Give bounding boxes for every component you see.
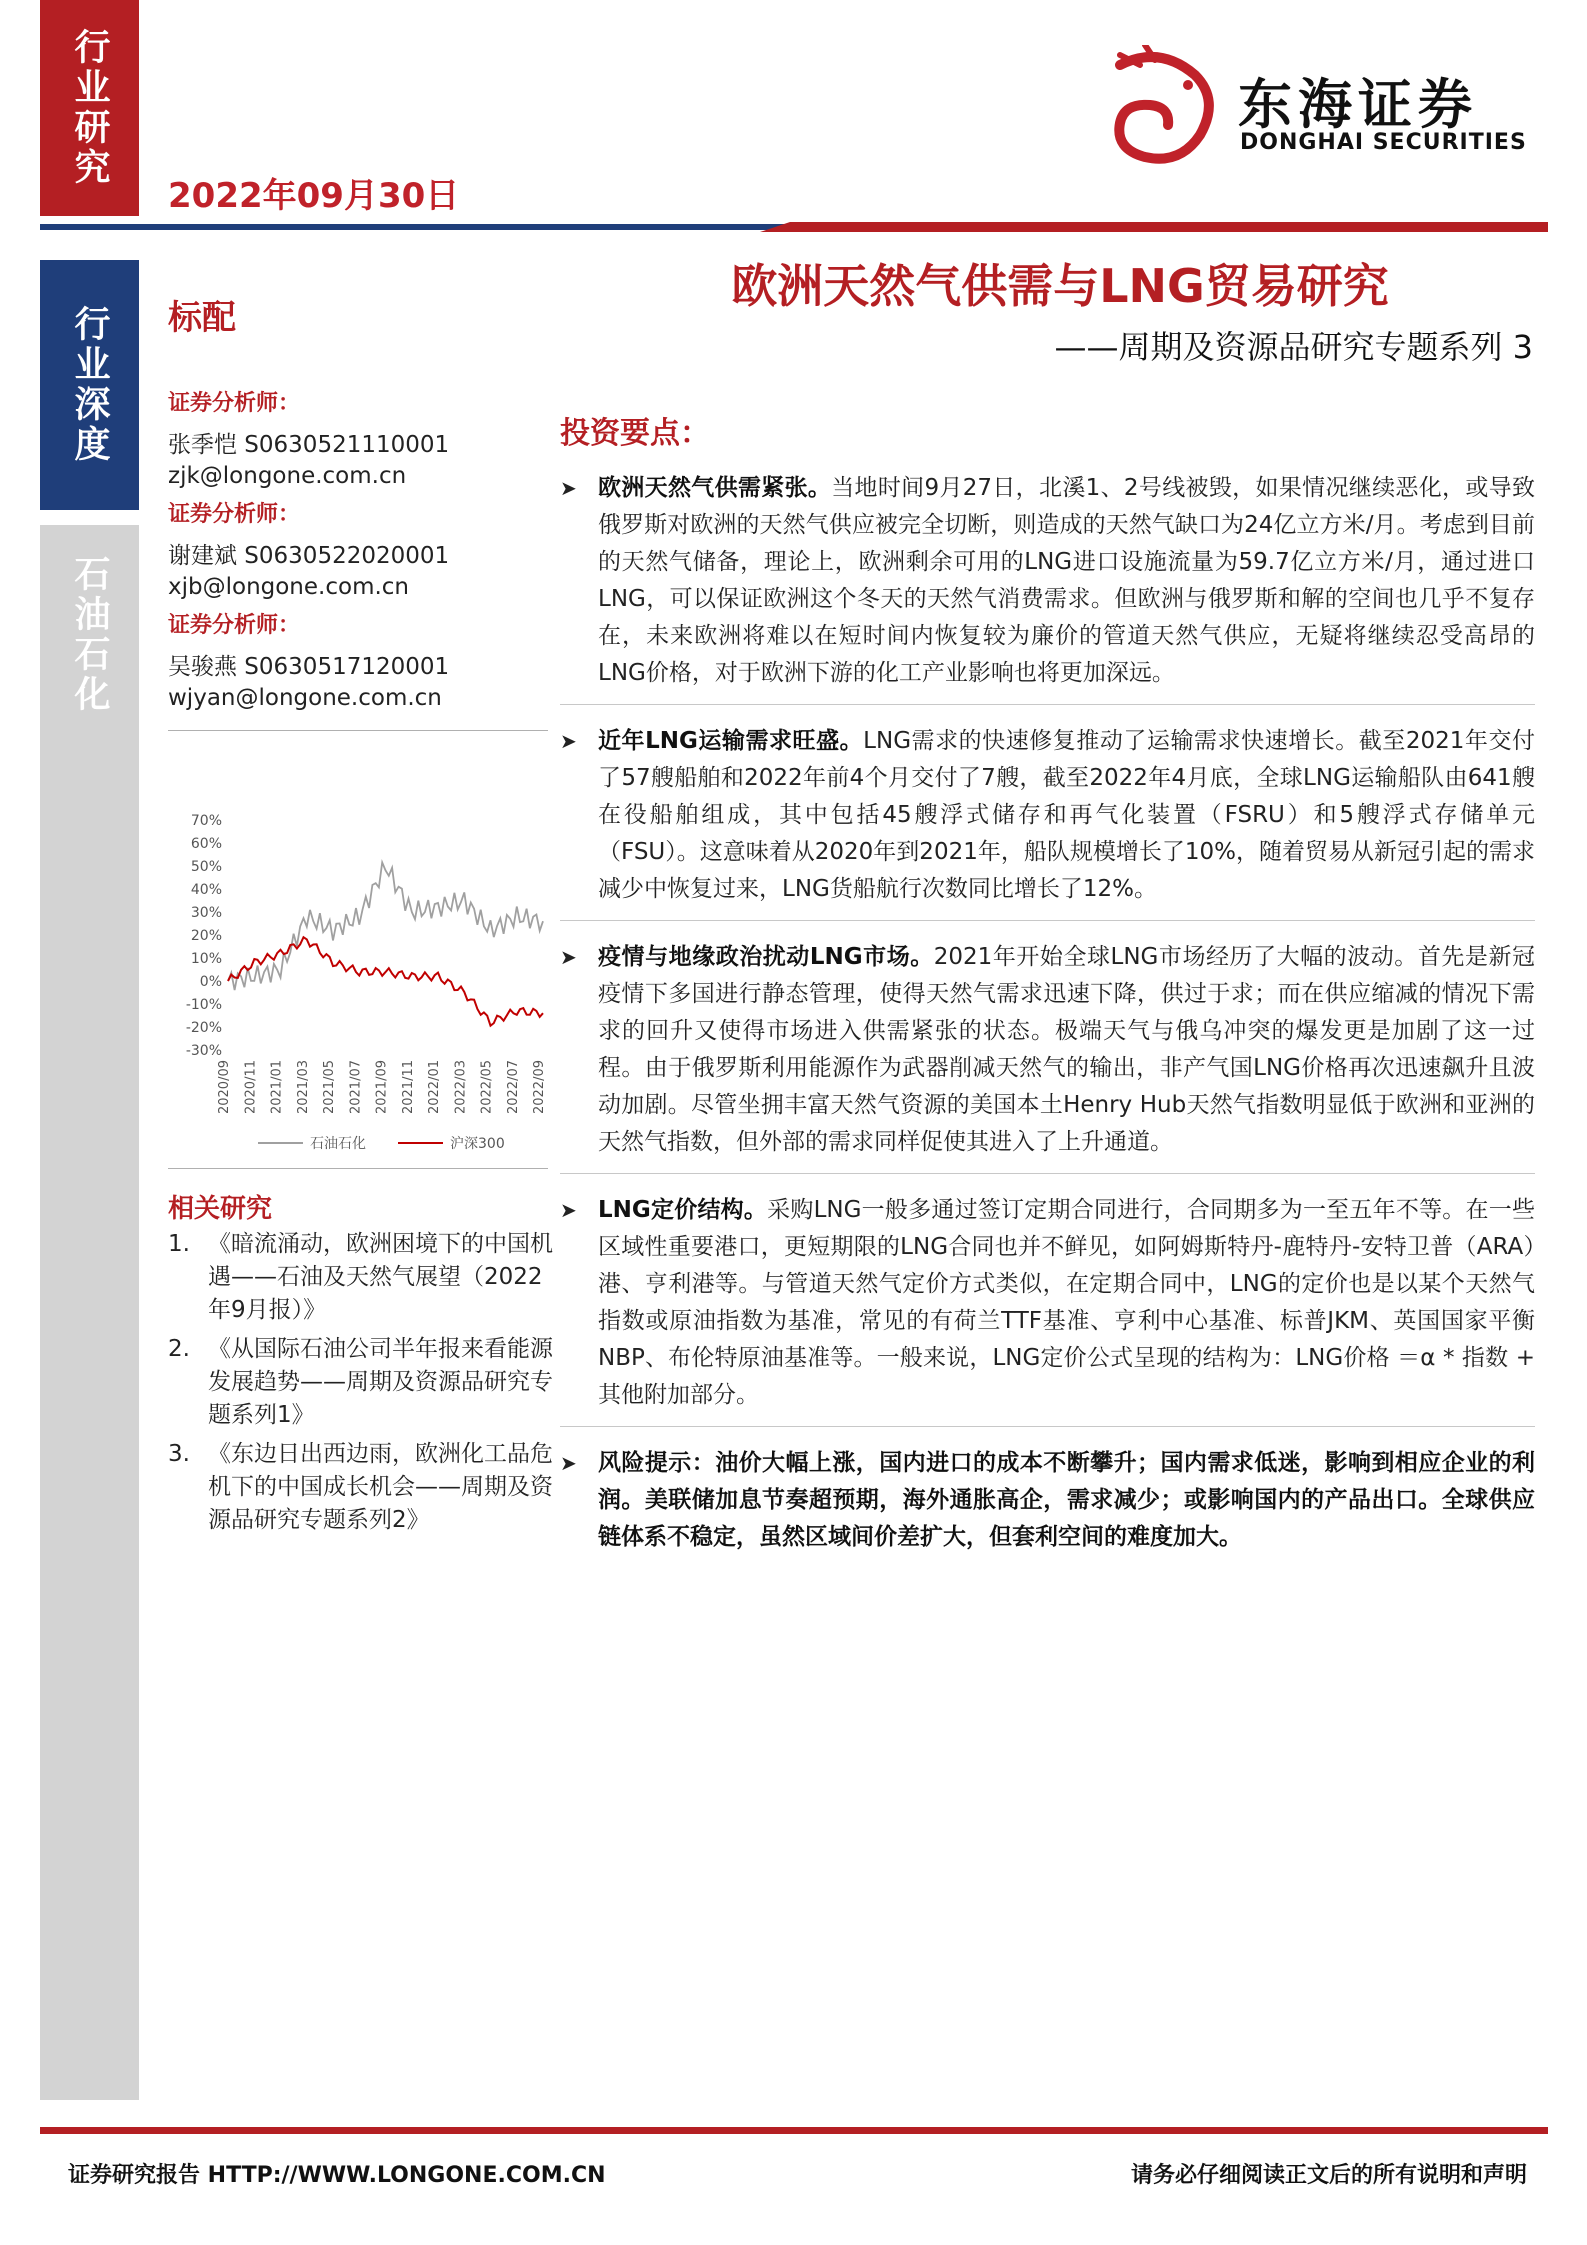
list-item[interactable] — [168, 1228, 553, 1327]
analyst-name: 张季恺 S0630521110001 — [168, 432, 450, 458]
analyst-label: 证券分析师： — [168, 502, 301, 527]
divider — [560, 920, 1535, 921]
bullet-text: 当地时间9月27日，北溪1、2号线被毁，如果情况继续恶化，或导致俄罗斯对欧洲的天然气供应被完全切断，则造成的天然气缺口为24亿立方米/月。考虑到目前的天然气储备，理论上，欧洲剩余可用的LNG进口设施流量为59.7亿立方米/月，通过进口LNG，可以保证欧洲这个冬天的天然气消费需求。但欧洲与俄罗斯和解的空间也几乎不复存在，未来欧洲将难以在短时间内恢复较为廉价的管道天然气供应，无疑将继续忍受高昂的LNG价格，对于欧洲下游的化工产业影响也将更加深远。 — [598, 475, 1536, 686]
legend-label: 沪深300 — [450, 1136, 505, 1152]
list-item — [560, 1445, 1535, 1556]
analyst-email[interactable]: wjyan@longone.com.cn — [168, 685, 442, 711]
y-tick-label: 70% — [190, 813, 222, 829]
list-item[interactable] — [168, 1438, 553, 1537]
list-item — [560, 470, 1535, 692]
divider — [560, 1426, 1535, 1427]
y-tick-label: -10% — [185, 997, 222, 1013]
y-tick-label: 0% — [199, 974, 222, 990]
y-tick-label: 20% — [190, 928, 222, 944]
performance-chart — [168, 800, 553, 1165]
list-text: 《从国际石油公司半年报来看能源发展趋势——周期及资源品研究专题系列1》 — [208, 1336, 553, 1428]
bullet-text: 2021年开始全球LNG市场经历了大幅的波动。首先是新冠疫情下多国进行静态管理，使得天然气需求迅速下降，供过于求；而在供应缩减的情况下需求的回升又使得市场进入供需紧张的状态。极端天气与俄乌冲突的爆发更是加剧了这一过程。由于俄罗斯利用能源作为武器削减天然气的输出，非产气国LNG价格再次迅速飙升且波动加剧。尽管坐拥丰富天然气资源的美国本土Henry Hub天然气指数明显低于欧洲和亚洲的天然气指数，但外部的需求同样促使其进入了上升通道。 — [598, 944, 1535, 1155]
rating: 标配 — [168, 298, 236, 338]
x-tick-label: 2022/07 — [505, 1060, 521, 1115]
side-tab-sector — [40, 525, 139, 2100]
list-text: 《东边日出西边雨，欧洲化工品危机下的中国成长机会——周期及资源品研究专题系列2》 — [208, 1441, 553, 1533]
side-tab-label: 石油石化 — [69, 555, 110, 715]
header-accent-bar — [760, 222, 1548, 232]
analyst-email[interactable]: xjb@longone.com.cn — [168, 574, 410, 600]
analyst-name: 谢建斌 S0630522020001 — [168, 543, 450, 569]
y-tick-label: 50% — [190, 859, 222, 875]
list-item — [560, 1192, 1535, 1414]
divider — [168, 1168, 548, 1169]
y-tick-label: 40% — [190, 882, 222, 898]
logo-text-cn: 东海证券 — [1238, 73, 1478, 136]
y-tick-label: 60% — [190, 836, 222, 852]
list-item — [560, 723, 1535, 908]
invest-points — [560, 470, 1535, 1556]
divider — [560, 704, 1535, 705]
x-tick-label: 2020/11 — [243, 1060, 259, 1115]
bullet-text: LNG需求的快速修复推动了运输需求快速增长。截至2021年交付了57艘船舶和2022年前4个月交付了7艘，截至2022年4月底，全球LNG运输船队由641艘在役船舶组成，其中包括45艘浮式储存和再气化装置（FSRU）和5艘浮式存储单元（FSU）。这意味着从2020年到2021年，船队规模增长了10%，随着贸易从新冠引起的需求减少中恢复过来，LNG货船航行次数同比增长了12%。 — [598, 728, 1535, 902]
bullet-lead: 疫情与地缘政治扰动LNG市场。 — [598, 944, 934, 970]
x-tick-label: 2020/09 — [217, 1060, 232, 1115]
footer-left: 证券研究报告 HTTP://WWW.LONGONE.COM.CN — [68, 2163, 606, 2188]
analyst-email[interactable]: zjk@longone.com.cn — [168, 463, 407, 489]
list-item — [560, 939, 1535, 1161]
bullet-lead: 欧洲天然气供需紧张。 — [598, 475, 832, 501]
report-date: 2022年09月30日 — [168, 176, 460, 216]
x-tick-label: 2022/09 — [532, 1060, 547, 1115]
divider — [560, 1173, 1535, 1174]
bullet-arrow-icon: ➤ — [560, 729, 577, 753]
bullet-text: 采购LNG一般多通过签订定期合同进行，合同期多为一至五年不等。在一些区域性重要港口，更短期限的LNG合同也并不鲜见，如阿姆斯特丹-鹿特丹-安特卫普（ARA）港、亨利港等。与管道天然气定价方式类似，在定期合同中，LNG的定价也是以某个天然气指数或原油指数为基准，常见的有荷兰TTF基准、亨利中心基准、标普JKM、英国国家平衡NBP、布伦特原油基准等。一般来说，LNG定价公式呈现的结构为：LNG价格 ＝α * 指数 + 其他附加部分。 — [598, 1197, 1535, 1408]
report-title: 欧洲天然气供需与LNG贸易研究 — [731, 259, 1389, 313]
x-tick-label: 2021/05 — [322, 1060, 337, 1115]
bullet-arrow-icon: ➤ — [560, 476, 577, 500]
divider — [168, 730, 548, 731]
x-tick-label: 2021/07 — [348, 1060, 364, 1115]
y-tick-label: 30% — [190, 905, 222, 921]
related-research-list — [168, 1228, 553, 1543]
list-number: 3. — [168, 1441, 190, 1467]
footer-right: 请务必仔细阅读正文后的所有说明和声明 — [1130, 2163, 1527, 2188]
side-tab-label: 行业研究 — [69, 28, 110, 188]
analyst-name: 吴骏燕 S0630517120001 — [168, 654, 450, 680]
legend-label: 石油石化 — [310, 1136, 366, 1152]
x-tick-label: 2021/01 — [269, 1060, 285, 1115]
side-tab-industry-research — [40, 0, 139, 216]
series-line-2 — [228, 937, 543, 1025]
list-number: 1. — [168, 1231, 190, 1257]
bullet-arrow-icon: ➤ — [560, 1451, 577, 1475]
x-tick-label: 2021/03 — [295, 1060, 311, 1115]
analyst-label: 证券分析师： — [168, 613, 301, 638]
x-tick-label: 2022/01 — [427, 1060, 442, 1115]
y-tick-label: 10% — [190, 951, 222, 967]
x-tick-label: 2021/09 — [374, 1060, 390, 1115]
footer-divider — [40, 2127, 1548, 2134]
side-tab-industry-depth — [40, 260, 139, 510]
analyst-label: 证券分析师： — [168, 391, 301, 416]
list-number: 2. — [168, 1336, 190, 1362]
bullet-arrow-icon: ➤ — [560, 1198, 577, 1222]
report-subtitle: ——周期及资源品研究专题系列 3 — [1054, 328, 1533, 366]
bullet-lead: LNG定价结构。 — [598, 1197, 768, 1223]
x-tick-label: 2022/05 — [479, 1060, 495, 1115]
bullet-lead: 风险提示： — [598, 1450, 716, 1476]
side-tab-label: 行业深度 — [69, 305, 110, 465]
list-text: 《暗流涌动，欧洲困境下的中国机遇——石油及天然气展望（2022年9月报）》 — [208, 1231, 553, 1323]
list-item[interactable] — [168, 1333, 553, 1432]
bullet-text: 油价大幅上涨，国内进口的成本不断攀升；国内需求低迷，影响到相应企业的利润。美联储加息节奏超预期，海外通胀高企，需求减少；或影响国内的产品出口。全球供应链体系不稳定，虽然区域间价差扩大，但套利空间的难度加大。 — [598, 1450, 1536, 1550]
x-tick-label: 2021/11 — [400, 1060, 416, 1115]
y-tick-label: -30% — [185, 1043, 222, 1059]
related-research-heading: 相关研究 — [168, 1194, 273, 1224]
bullet-lead: 近年LNG运输需求旺盛。 — [598, 728, 864, 754]
invest-heading: 投资要点： — [560, 416, 710, 451]
y-tick-label: -20% — [185, 1020, 222, 1036]
bullet-arrow-icon: ➤ — [560, 945, 577, 969]
logo-text-en: DONGHAI SECURITIES — [1240, 130, 1527, 155]
donghai-logo-icon — [1100, 45, 1230, 175]
x-tick-label: 2022/03 — [453, 1060, 469, 1115]
